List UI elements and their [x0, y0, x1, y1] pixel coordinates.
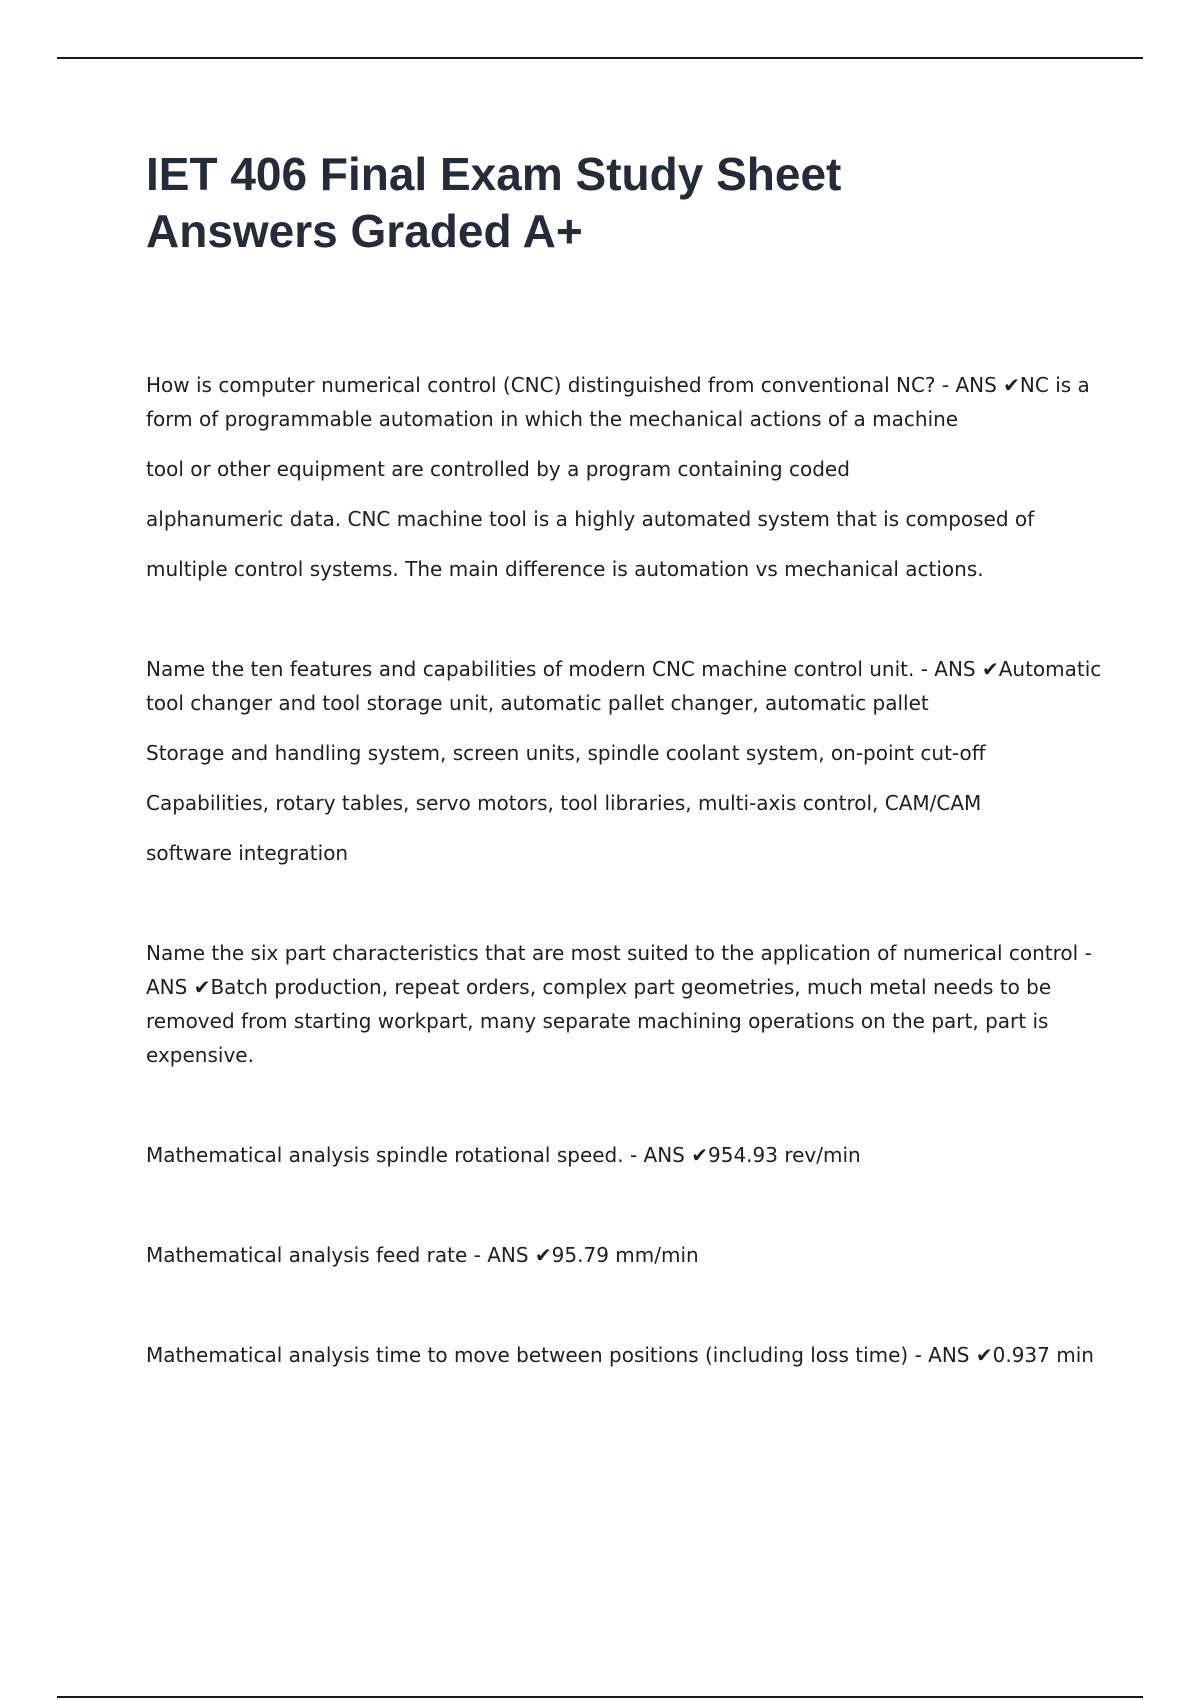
qa-line: form of programmable automation in which the mechanical actions of a machine — [146, 407, 959, 431]
qa-item-part-characteristics — [146, 936, 1096, 1072]
qa-list — [146, 368, 1102, 1372]
qa-line: Mathematical analysis feed rate - ANS ✔95.79 mm/min — [146, 1243, 699, 1267]
document-body — [146, 146, 1102, 1438]
qa-line: multiple control systems. The main difference is automation vs mechanical actions. — [146, 557, 984, 581]
qa-line: Mathematical analysis time to move between positions (including loss time) - ANS ✔0.937 min — [146, 1343, 1094, 1367]
qa-item-feed-rate — [146, 1238, 1096, 1272]
qa-item-mcu-features — [146, 652, 1102, 870]
qa-line: tool or other equipment are controlled by a program containing coded — [146, 457, 850, 481]
qa-line: Capabilities, rotary tables, servo motors, tool libraries, multi-axis control, CAM/CAM — [146, 791, 982, 815]
qa-line: removed from starting workpart, many separate machining operations on the part, part is — [146, 1009, 1049, 1033]
qa-line: How is computer numerical control (CNC) distinguished from conventional NC? - ANS ✔NC is a — [146, 373, 1090, 397]
title-line-2: Answers Graded A+ — [146, 205, 583, 257]
footer-rule — [57, 1696, 1143, 1698]
document-title — [146, 146, 946, 260]
qa-line: expensive. — [146, 1043, 254, 1067]
header-rule — [57, 57, 1143, 59]
qa-item-move-time — [146, 1338, 1096, 1372]
qa-line: Name the six part characteristics that are most suited to the application of numerical control - — [146, 941, 1092, 965]
qa-line: ANS ✔Batch production, repeat orders, complex part geometries, much metal needs to be — [146, 975, 1052, 999]
qa-line: Name the ten features and capabilities of modern CNC machine control unit. - ANS ✔Automatic — [146, 657, 1102, 681]
qa-line: software integration — [146, 841, 349, 865]
qa-item-cnc-vs-nc — [146, 368, 1096, 586]
qa-line: alphanumeric data. CNC machine tool is a highly automated system that is composed of — [146, 507, 1035, 531]
qa-item-spindle-speed — [146, 1138, 1096, 1172]
qa-line: Storage and handling system, screen units, spindle coolant system, on-point cut-off — [146, 741, 986, 765]
qa-line: Mathematical analysis spindle rotational speed. - ANS ✔954.93 rev/min — [146, 1143, 861, 1167]
qa-line: tool changer and tool storage unit, automatic pallet changer, automatic pallet — [146, 691, 929, 715]
title-line-1: IET 406 Final Exam Study Sheet — [146, 148, 842, 200]
